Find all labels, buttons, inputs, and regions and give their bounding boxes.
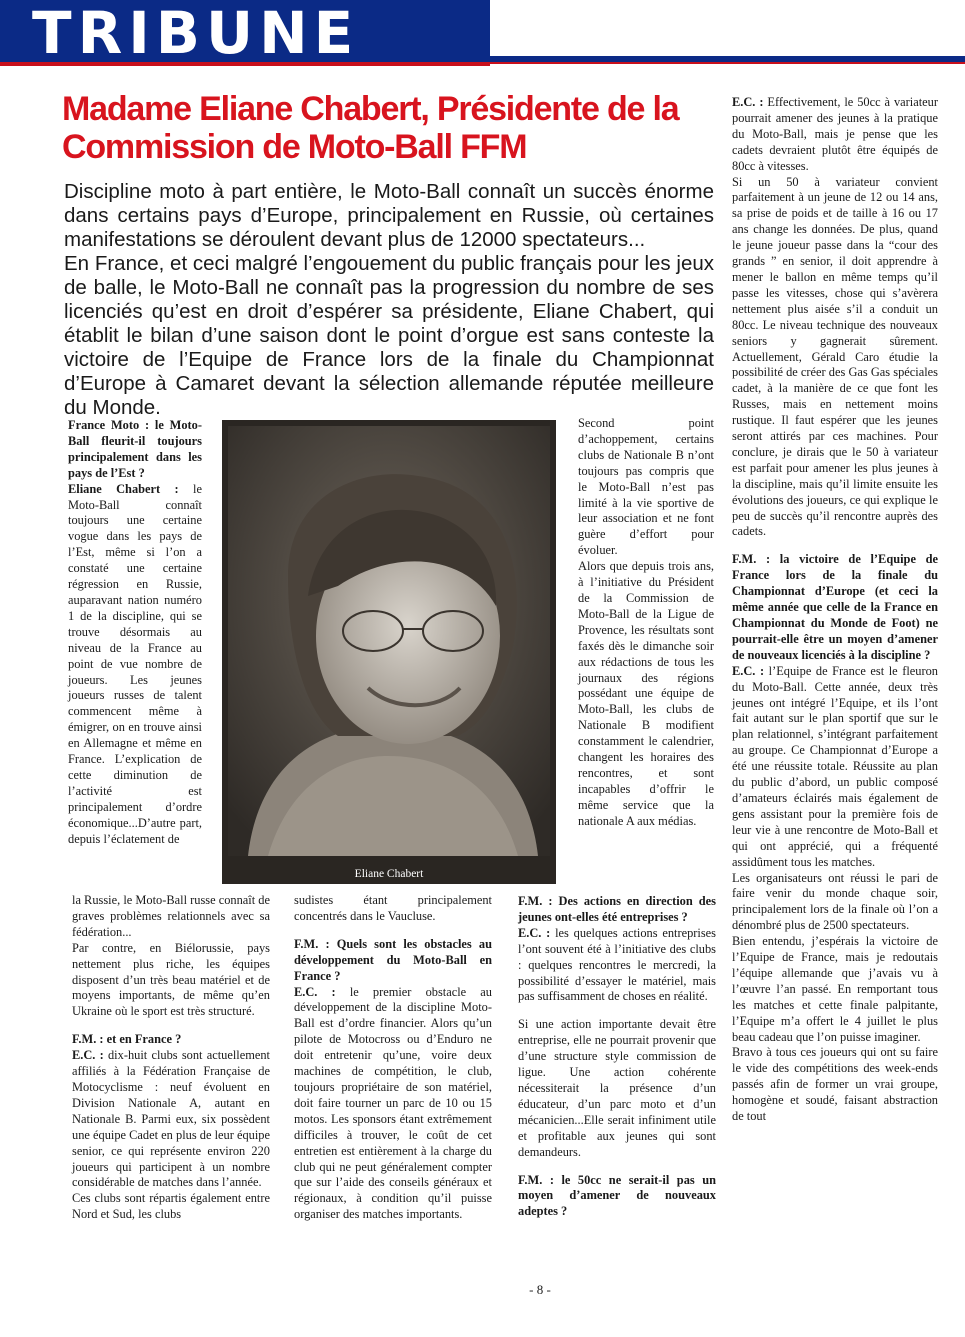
column-3 [578, 416, 714, 830]
paragraph: Second point d’achoppement, certains clubs de Nationale B n’ont toujours pas compris que le Moto-Ball n’est pas limité à la vie sportive de leur association et ne font guère d’effort pour évoluer. [578, 416, 714, 558]
speaker: E.C. : [294, 984, 336, 999]
intro-paragraph: En France, et ceci malgré l’engouement du public français pour les jeux de balle, le Moto-Ball ne connaît pas la progression du nombre de ses licenciés qu’est en droit d’espérer sa présidente, Eliane Chabert, qui établit le bilan d’une saison dont le point d’orgue est sans conteste la victoire de l’Equipe de France lors de la finale du Championnat d’Europe à Camaret devant la sélection allemande réputée meilleure du Monde. [64, 252, 714, 419]
column-3-continued [518, 894, 716, 1220]
paragraph: Bravo à tous ces joueurs qui ont su faire le vide des compétitions des week-ends passés afin de former un vrai groupe, homogène et soudé, faisant abstraction de tout [732, 1045, 938, 1124]
answer [294, 985, 492, 1224]
answer-text: dix-huit clubs sont actuellement affiliés à la Fédération Française de Motocyclisme : neuf évoluent en Division Nationale A, autant en Nationale B. Parmi eux, six possèdent une équipe Cadet en plus de leur équipe senior, ce qui représente environ 220 joueurs qui participent à un nombre considérable de matches dans l’année. [72, 1048, 270, 1190]
article-headline: Madame Eliane Chabert, Présidente de la Commission de Moto-Ball FFM [62, 90, 679, 166]
paragraph: Si un 50 à variateur convient parfaitement à un jeune de 12 ou 14 ans, sa prise de poids et de taille à 16 ou 17 ans change les données. De plus, quand le jeune joueur passe dans la “cour des grands ” en senior, il doit apprendre à mener le ballon en même temps qu’il passe les vitesses, chose qui s’avèrera nettement plus aisée s’il a conduit un 80cc. Le niveau technique des nouveaux seniors y gagnerait sûrement. Actuellement, Gérald Caro étudie la possibilité de créer des Gas Gas spéciales cadet, à la manière de ce que font les Russes, mais en nettement moins rustique. Il faut espérer que les jeunes seront attirés par ces machines. Pour conclure, je dirais que le 50 à variateur est parfait pour amener les plus jeunes à la discipline, mais qu’il limite ensuite les évolutions des joueurs, ce qui explique le peu de succès qu’il rencontre auprès des cadets. [732, 174, 938, 539]
question: F.M. : Quels sont les obstacles au développement du Moto-Ball en France ? [294, 936, 492, 983]
column-1-continued [72, 893, 270, 1223]
paragraph: Par contre, en Biélorussie, pays nettement plus riche, les équipes disposent d’un très beau matériel et de moyens importants, de même qu’en Ukraine où le sport est très structuré. [72, 940, 270, 1019]
question: F.M. : le 50cc ne serait-il pas un moyen d’amener de nouveaux adeptes ? [518, 1172, 716, 1219]
answer [72, 1048, 270, 1191]
column-4 [732, 95, 938, 1125]
paragraph: Bien entendu, j’espérais la victoire de l’Equipe de France, mais je redoutais l’équipe allemande que j’avais vu à l’œuvre l’an passé. En remportant tous les matches et cette finale palpitante, l’Equipe m’a offert le 4 juillet le plus beau cadeau que l’on puisse imaginer. [732, 934, 938, 1044]
rubric-banner [0, 0, 490, 66]
question: F.M. : la victoire de l’Equipe de France lors de la finale du Championnat d’Europe (et ceci la même année que celle de la France en Championnat du Monde de Foot) ne pourrait-elle être un moyen d’amener de nouveaux licenciés à la discipline ? [732, 552, 938, 662]
speaker: E.C. : [732, 663, 765, 678]
speaker: Eliane Chabert : [68, 481, 179, 496]
portrait-photo [222, 420, 556, 884]
question: France Moto : le Moto-Ball fleurit-il toujours principalement dans les pays de l’Est ? [68, 418, 202, 480]
photo-caption: Eliane Chabert [354, 868, 424, 880]
paragraph: Les organisateurs ont réussi le pari de faire venir du monde chaque soir, principalement lors de la finale où l’on a dénombré plus de 2500 spectateurs. [732, 870, 938, 933]
answer [732, 95, 938, 175]
column-1 [68, 418, 202, 847]
paragraph: Ces clubs sont répartis également entre Nord et Sud, les clubs [72, 1191, 270, 1222]
answer [68, 482, 202, 848]
answer-text: la Russie, le Moto-Ball russe connaît de graves problèmes relationnels avec sa fédération... [72, 893, 270, 939]
paragraph: Si une action importante devait être entreprise, elle ne pourrait provenir que d’une structure style commission de ligue. Une action cohérente nécessiterait la présence d’un éducateur, d’un parc moto et d’un mécanicien...Elle serait infiniment utile et profitable aux jeunes qui sont demandeurs. [518, 1017, 716, 1159]
portrait-image [228, 426, 550, 856]
answer-text: le premier obstacle au développement de la discipline Moto-Ball est d’ordre financier. Alors qu’un pilote de Motocross ou d’Enduro ne doit entretenir qu’une, voire deux machines de compétition, le club, toujours propriétaire de son matériel, doit faire tourner un parc de 10 ou 15 motos. Les sponsors étant extrêmement difficiles à trouver, le coût de cet entretien est entièrement à la charge du club qui ne peut généralement compter que sur l’aide des conseils généraux et régionaux, à condition qu’il puisse organiser des matches importants. [294, 984, 493, 1222]
paragraph: Alors que depuis trois ans, à l’initiative du Président de la Commission de Moto-Ball de la Ligue de Provence, les résultats sont faxés dès le dimanche soir aux rédactions de tous les journaux des régions possédant une équipe de Moto-Ball, les clubs de Nationale B modifient constamment le calendrier, changent les horaires des rencontres, et sont incapables d’offrir le même service que la nationale A aux médias. [578, 559, 714, 828]
answer-text: les quelques actions entreprises l’ont souvent été à l’initiative des clubs : quelques rencontres le mercredi, la possibilité d’essayer le matériel, mais pas suffisamment de choses en réalité. [518, 925, 716, 1004]
rubric-title: TRIBUNE [32, 0, 360, 67]
answer [518, 926, 716, 1006]
article-intro [64, 180, 714, 420]
rubric-rule-red [490, 62, 965, 64]
speaker: E.C. : [72, 1048, 104, 1063]
answer-text: Effectivement, le 50cc à variateur pourrait amener des jeunes à la pratique du Moto-Ball, mais je pense que les cadets devraient plutôt être équipés de 80cc à vitesses. [732, 95, 938, 173]
answer-text: l’Equipe de France est le fleuron du Moto-Ball. Cette année, deux très jeunes ont intégré l’Equipe, et ils l’ont fait autant sur le plan sportif que sur le plan relationnel, s’intégrant parfaitement au groupe. Ce Championnat d’Europe a été une réussite totale. Réussite au plan du public d’abord, un public composé d’amateurs éclairés mais également de gens assistant pour la première fois de leur vie à une rencontre de Moto-Ball et qui ont apprécié, qui a fréquenté assidûment tous les matches. [732, 663, 938, 869]
speaker: E.C. : [518, 925, 551, 940]
question: F.M. : et en France ? [72, 1032, 182, 1047]
paragraph: sudistes étant principalement concentrés dans le Vaucluse. [294, 893, 492, 923]
question: F.M. : Des actions en direction des jeunes ont-elles été entreprises ? [518, 894, 716, 924]
column-2 [294, 893, 492, 1223]
speaker: E.C. : [732, 95, 764, 109]
answer-text: le Moto-Ball connaît toujours une certaine vogue dans les pays de l’Est, même si l’on a constaté une certaine régression en Russie, auparavant nation numéro 1 de la discipline, qui se trouve désormais au niveau de la France au point de vue nombre de joueurs. Les jeunes joueurs russes de talent commencent même à émigrer, on en trouve ainsi en Allemagne et même en France. L’explication de cette diminution de l’activité est principalement d’ordre économique...D’autre part, depuis l’éclatement de [68, 481, 202, 846]
intro-paragraph: Discipline moto à part entière, le Moto-Ball connaît un succès énorme dans certains pays d’Europe, principalement en Russie, où certaines manifestations se déroulent devant plus de 12000 spectateurs... [64, 180, 714, 251]
page-number: - 8 - [529, 1282, 551, 1297]
answer [732, 664, 938, 871]
